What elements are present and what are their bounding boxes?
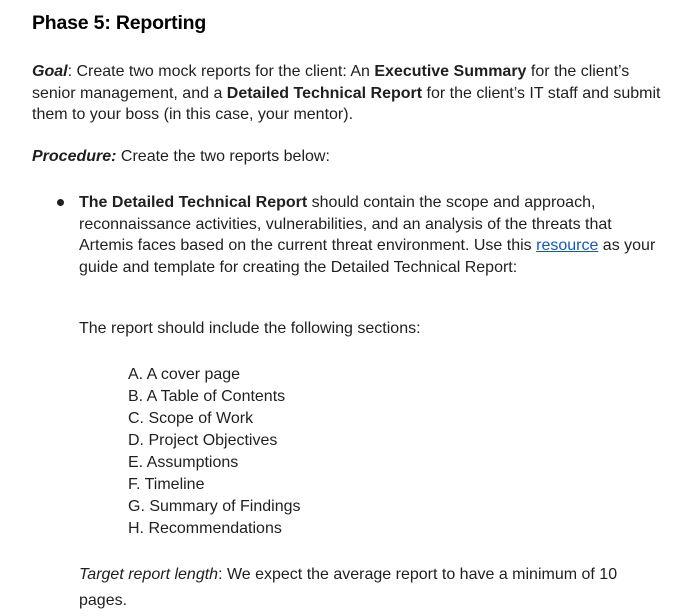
goal-detailed-report: Detailed Technical Report	[226, 84, 423, 102]
section-item: B. A Table of Contents	[128, 388, 286, 405]
goal-text-3: for the client’s IT staff and submit them to your boss (in this case, your mentor).	[32, 84, 661, 123]
section-item: F. Timeline	[128, 476, 205, 493]
page-title: Phase 5: Reporting	[32, 12, 207, 34]
section-item: C. Scope of Work	[128, 410, 254, 427]
target-text: : We expect the average report to have a minimum of 10 pages.	[79, 566, 618, 609]
section-item: A. A cover page	[128, 366, 241, 383]
section-item: G. Summary of Findings	[128, 498, 301, 515]
bullet-text-2: as your guide and template for creating the Detailed Technical Report:	[79, 237, 656, 276]
section-item: D. Project Objectives	[128, 432, 278, 449]
sections-list	[128, 364, 301, 540]
bullet-text-1: should contain the scope and approach, reconnaissance activities, vulnerabilities, and an analysis of the threats that Artemis faces based on the current threat environment. Use this	[79, 194, 612, 254]
sections-intro: The report should include the following sections:	[79, 320, 421, 337]
target-length-paragraph	[79, 562, 659, 614]
goal-text-1: : Create two mock reports for the client: An	[67, 63, 375, 80]
section-item: E. Assumptions	[128, 454, 239, 471]
section-item: H. Recommendations	[128, 520, 282, 537]
bullet-icon	[57, 199, 64, 206]
procedure-text: Create the two reports below:	[116, 148, 330, 165]
bullet-bold: The Detailed Technical Report	[79, 194, 308, 211]
procedure-paragraph	[32, 146, 672, 168]
goal-executive-summary: Executive Summary	[374, 63, 527, 80]
target-label: Target report length	[79, 566, 219, 583]
goal-paragraph	[32, 61, 672, 126]
goal-text-2: for the client’s senior management, and a	[32, 63, 630, 102]
procedure-label: Procedure:	[32, 148, 117, 165]
goal-label: Goal	[32, 63, 68, 80]
bullet-item	[79, 192, 669, 278]
resource-link[interactable]: resource	[536, 237, 599, 254]
